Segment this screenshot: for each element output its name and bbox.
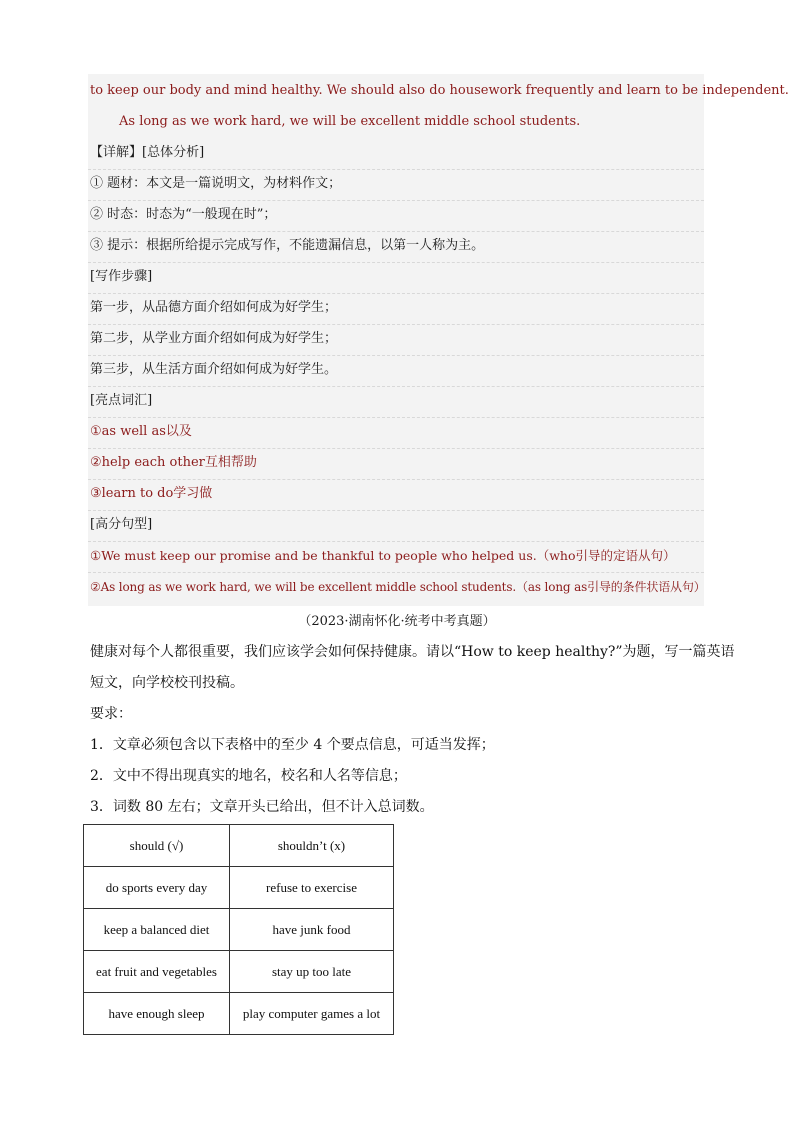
divider bbox=[88, 293, 704, 294]
requirements-label: 要求： bbox=[90, 706, 132, 722]
vocab-item-1: ①as well as以及 bbox=[90, 424, 192, 439]
step-3: 第三步，从生活方面介绍如何成为好学生。 bbox=[90, 362, 338, 377]
divider bbox=[88, 510, 704, 511]
analysis-point-1: ① 题材：本文是一篇说明文，为材料作文； bbox=[90, 176, 342, 191]
sentence-item-2: ②As long as we work hard, we will be excellent middle school students.（as long as引导的条件状语从句） bbox=[90, 580, 706, 594]
table-cell: eat fruit and vegetables bbox=[84, 951, 230, 993]
prompt-line-2: 短文，向学校校刊投稿。 bbox=[90, 675, 244, 691]
divider bbox=[88, 572, 704, 573]
vocab-item-3: ③learn to do学习做 bbox=[90, 486, 213, 501]
divider bbox=[88, 541, 704, 542]
table-cell: have enough sleep bbox=[84, 993, 230, 1035]
analysis-point-2: ② 时态：时态为“一般现在时”； bbox=[90, 207, 277, 222]
table-row bbox=[84, 993, 394, 1035]
table-cell: play computer games a lot bbox=[230, 993, 394, 1035]
table-cell: do sports every day bbox=[84, 867, 230, 909]
answer-line-1: to keep our body and mind healthy. We should also do housework frequently and learn to be independent. bbox=[90, 83, 789, 98]
table-cell: stay up too late bbox=[230, 951, 394, 993]
vocab-heading: [亮点词汇] bbox=[90, 393, 153, 408]
prompt-line-1: 健康对每个人都很重要，我们应该学会如何保持健康。请以“How to keep healthy?”为题，写一篇英语 bbox=[90, 644, 735, 660]
table-header-row bbox=[84, 825, 394, 867]
requirement-1: 1．文章必须包含以下表格中的至少 4 个要点信息，可适当发挥； bbox=[90, 737, 495, 753]
step-2: 第二步，从学业方面介绍如何成为好学生； bbox=[90, 331, 338, 346]
table-row bbox=[84, 951, 394, 993]
steps-heading: [写作步骤] bbox=[90, 269, 153, 284]
table-row bbox=[84, 867, 394, 909]
table-cell: keep a balanced diet bbox=[84, 909, 230, 951]
divider bbox=[88, 355, 704, 356]
divider bbox=[88, 231, 704, 232]
requirement-2: 2．文中不得出现真实的地名，校名和人名等信息； bbox=[90, 768, 407, 784]
table-cell: shouldn’t (x) bbox=[230, 825, 394, 867]
divider bbox=[88, 479, 704, 480]
divider bbox=[88, 169, 704, 170]
table-row bbox=[84, 909, 394, 951]
answer-line-2: As long as we work hard, we will be excellent middle school students. bbox=[119, 114, 581, 129]
should-shouldnt-table bbox=[83, 824, 394, 1035]
divider bbox=[88, 448, 704, 449]
sentence-item-1: ①We must keep our promise and be thankful to people who helped us.（who引导的定语从句） bbox=[90, 548, 676, 563]
divider bbox=[88, 417, 704, 418]
requirement-3: 3．词数 80 左右；文章开头已给出，但不计入总词数。 bbox=[90, 799, 434, 815]
divider bbox=[88, 200, 704, 201]
sentence-heading: [高分句型] bbox=[90, 517, 153, 532]
table-cell: should (√) bbox=[84, 825, 230, 867]
divider bbox=[88, 324, 704, 325]
step-1: 第一步，从品德方面介绍如何成为好学生； bbox=[90, 300, 338, 315]
divider bbox=[88, 386, 704, 387]
question-source: （2023·湖南怀化·统考中考真题） bbox=[298, 614, 496, 629]
vocab-item-2: ②help each other互相帮助 bbox=[90, 455, 257, 470]
divider bbox=[88, 262, 704, 263]
analysis-heading: 【详解】[总体分析] bbox=[90, 145, 205, 160]
table-cell: refuse to exercise bbox=[230, 867, 394, 909]
analysis-point-3: ③ 提示：根据所给提示完成写作，不能遗漏信息，以第一人称为主。 bbox=[90, 238, 485, 253]
table-cell: have junk food bbox=[230, 909, 394, 951]
